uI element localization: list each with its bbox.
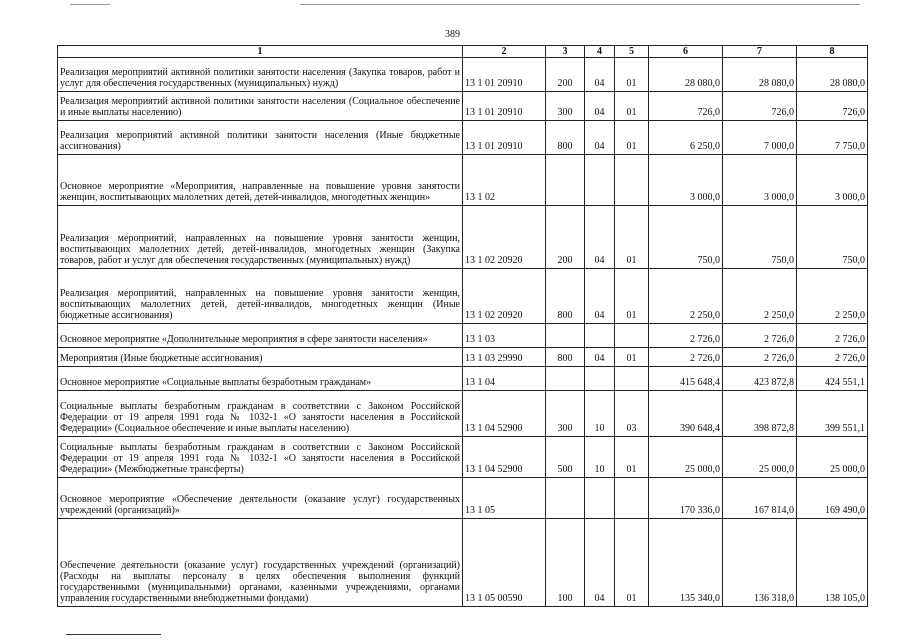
header-cell: 4 xyxy=(585,46,615,58)
row-vr-cell: 800 xyxy=(546,121,585,155)
row-amount-cell: 750,0 xyxy=(797,206,868,269)
row-code-cell: 13 1 02 xyxy=(463,155,546,206)
row-pr-cell: 01 xyxy=(615,121,649,155)
row-rz-cell: 04 xyxy=(585,269,615,324)
row-vr-cell xyxy=(546,324,585,348)
table-row xyxy=(58,155,868,206)
row-vr-cell: 300 xyxy=(546,92,585,121)
row-amount-cell: 2 250,0 xyxy=(649,269,723,324)
row-amount-cell: 136 318,0 xyxy=(723,519,797,607)
row-rz-cell: 04 xyxy=(585,206,615,269)
row-amount-cell: 167 814,0 xyxy=(723,478,797,519)
row-amount-cell: 138 105,0 xyxy=(797,519,868,607)
row-rz-cell xyxy=(585,324,615,348)
row-amount-cell: 399 551,1 xyxy=(797,391,868,437)
row-pr-cell xyxy=(615,324,649,348)
row-vr-cell: 100 xyxy=(546,519,585,607)
row-amount-cell: 726,0 xyxy=(649,92,723,121)
row-amount-cell: 6 250,0 xyxy=(649,121,723,155)
row-rz-cell xyxy=(585,478,615,519)
row-rz-cell xyxy=(585,367,615,391)
table-row xyxy=(58,478,868,519)
row-rz-cell: 10 xyxy=(585,391,615,437)
row-vr-cell xyxy=(546,367,585,391)
row-amount-cell: 2 726,0 xyxy=(797,348,868,367)
row-amount-cell: 2 726,0 xyxy=(723,324,797,348)
row-amount-cell: 2 250,0 xyxy=(797,269,868,324)
row-amount-cell: 170 336,0 xyxy=(649,478,723,519)
scan-top-rule xyxy=(300,4,860,5)
table-header-row xyxy=(58,46,868,58)
row-rz-cell: 04 xyxy=(585,519,615,607)
table-row xyxy=(58,519,868,607)
header-cell: 7 xyxy=(723,46,797,58)
row-code-cell: 13 1 02 20920 xyxy=(463,269,546,324)
row-name-cell: Социальные выплаты безработным гражданам в соответствии с Законом Российской Федерации от 19 апреля 1991 года № 1032-1 «О занятости населения в Российской Федерации» (Социальное обеспечение и иные выплаты населению) xyxy=(58,391,463,437)
row-amount-cell: 169 490,0 xyxy=(797,478,868,519)
row-code-cell: 13 1 05 xyxy=(463,478,546,519)
header-cell: 6 xyxy=(649,46,723,58)
row-amount-cell: 415 648,4 xyxy=(649,367,723,391)
row-amount-cell: 135 340,0 xyxy=(649,519,723,607)
row-amount-cell: 390 648,4 xyxy=(649,391,723,437)
row-amount-cell: 423 872,8 xyxy=(723,367,797,391)
table-row xyxy=(58,58,868,92)
row-vr-cell: 300 xyxy=(546,391,585,437)
row-code-cell: 13 1 01 20910 xyxy=(463,121,546,155)
header-cell: 5 xyxy=(615,46,649,58)
row-name-cell: Мероприятия (Иные бюджетные ассигнования) xyxy=(58,348,463,367)
row-pr-cell xyxy=(615,478,649,519)
row-code-cell: 13 1 05 00590 xyxy=(463,519,546,607)
row-pr-cell: 01 xyxy=(615,58,649,92)
row-name-cell: Основное мероприятие «Мероприятия, направленные на повышение уровня занятости женщин, воспитывающих малолетних детей, детей-инвалидов, многодетных женщин» xyxy=(58,155,463,206)
row-vr-cell: 800 xyxy=(546,269,585,324)
row-vr-cell: 500 xyxy=(546,437,585,478)
row-rz-cell: 04 xyxy=(585,121,615,155)
row-name-cell: Основное мероприятие «Обеспечение деятельности (оказание услуг) государственных учреждений (организаций)» xyxy=(58,478,463,519)
row-amount-cell: 750,0 xyxy=(723,206,797,269)
row-name-cell: Реализация мероприятий, направленных на повышение уровня занятости женщин, воспитывающих малолетних детей, детей-инвалидов, многодетных женщин (Иные бюджетные ассигнования) xyxy=(58,269,463,324)
row-amount-cell: 28 080,0 xyxy=(723,58,797,92)
row-vr-cell: 200 xyxy=(546,58,585,92)
scan-top-rule xyxy=(70,4,110,5)
row-amount-cell: 726,0 xyxy=(797,92,868,121)
row-code-cell: 13 1 03 29990 xyxy=(463,348,546,367)
row-amount-cell: 7 750,0 xyxy=(797,121,868,155)
row-code-cell: 13 1 03 xyxy=(463,324,546,348)
table-row xyxy=(58,437,868,478)
row-amount-cell: 2 250,0 xyxy=(723,269,797,324)
row-amount-cell: 2 726,0 xyxy=(723,348,797,367)
row-pr-cell xyxy=(615,367,649,391)
row-amount-cell: 28 080,0 xyxy=(797,58,868,92)
table-row xyxy=(58,92,868,121)
row-pr-cell: 01 xyxy=(615,92,649,121)
row-code-cell: 13 1 04 52900 xyxy=(463,437,546,478)
table-row xyxy=(58,367,868,391)
table-row xyxy=(58,391,868,437)
row-pr-cell: 03 xyxy=(615,391,649,437)
header-cell: 3 xyxy=(546,46,585,58)
row-code-cell: 13 1 04 52900 xyxy=(463,391,546,437)
row-amount-cell: 2 726,0 xyxy=(649,348,723,367)
row-pr-cell: 01 xyxy=(615,519,649,607)
row-name-cell: Основное мероприятие «Социальные выплаты безработным гражданам» xyxy=(58,367,463,391)
row-amount-cell: 726,0 xyxy=(723,92,797,121)
row-amount-cell: 25 000,0 xyxy=(797,437,868,478)
row-amount-cell: 2 726,0 xyxy=(797,324,868,348)
row-code-cell: 13 1 04 xyxy=(463,367,546,391)
table-row xyxy=(58,121,868,155)
row-amount-cell: 28 080,0 xyxy=(649,58,723,92)
row-name-cell: Обеспечение деятельности (оказание услуг) государственных учреждений (организаций) (Расходы на выплаты персоналу в целях обеспечения выполнения функций государственными (муниципальными) органами, казенными учреждениями, органами управления государственными внебюджетными фондами) xyxy=(58,519,463,607)
row-amount-cell: 2 726,0 xyxy=(649,324,723,348)
row-amount-cell: 750,0 xyxy=(649,206,723,269)
row-pr-cell: 01 xyxy=(615,437,649,478)
header-cell: 1 xyxy=(58,46,463,58)
table-row xyxy=(58,206,868,269)
row-name-cell: Социальные выплаты безработным гражданам в соответствии с Законом Российской Федерации от 19 апреля 1991 года № 1032-1 «О занятости населения в Российской Федерации» (Межбюджетные трансферты) xyxy=(58,437,463,478)
budget-table xyxy=(57,45,868,607)
row-pr-cell: 01 xyxy=(615,206,649,269)
row-amount-cell: 398 872,8 xyxy=(723,391,797,437)
table-row xyxy=(58,324,868,348)
row-amount-cell: 3 000,0 xyxy=(723,155,797,206)
row-name-cell: Реализация мероприятий активной политики занятости населения (Иные бюджетные ассигнования) xyxy=(58,121,463,155)
row-amount-cell: 3 000,0 xyxy=(797,155,868,206)
row-name-cell: Реализация мероприятий активной политики занятости населения (Социальное обеспечение и иные выплаты населению) xyxy=(58,92,463,121)
row-code-cell: 13 1 02 20920 xyxy=(463,206,546,269)
row-rz-cell: 10 xyxy=(585,437,615,478)
row-rz-cell: 04 xyxy=(585,92,615,121)
row-name-cell: Реализация мероприятий, направленных на повышение уровня занятости женщин, воспитывающих малолетних детей, детей-инвалидов, многодетных женщин (Закупка товаров, работ и услуг для обеспечения государственных (муниципальных) нужд) xyxy=(58,206,463,269)
row-amount-cell: 25 000,0 xyxy=(723,437,797,478)
row-pr-cell xyxy=(615,155,649,206)
row-pr-cell: 01 xyxy=(615,269,649,324)
row-vr-cell xyxy=(546,155,585,206)
page-number: 389 xyxy=(445,29,460,40)
table-row xyxy=(58,269,868,324)
row-rz-cell: 04 xyxy=(585,58,615,92)
row-pr-cell: 01 xyxy=(615,348,649,367)
row-name-cell: Реализация мероприятий активной политики занятости населения (Закупка товаров, работ и услуг для обеспечения государственных (муниципальных) нужд) xyxy=(58,58,463,92)
header-cell: 8 xyxy=(797,46,868,58)
row-rz-cell xyxy=(585,155,615,206)
row-amount-cell: 25 000,0 xyxy=(649,437,723,478)
row-vr-cell: 200 xyxy=(546,206,585,269)
row-vr-cell xyxy=(546,478,585,519)
row-name-cell: Основное мероприятие «Дополнительные мероприятия в сфере занятости населения» xyxy=(58,324,463,348)
footnote-rule xyxy=(66,634,161,635)
row-amount-cell: 3 000,0 xyxy=(649,155,723,206)
table-row xyxy=(58,348,868,367)
row-amount-cell: 7 000,0 xyxy=(723,121,797,155)
row-code-cell: 13 1 01 20910 xyxy=(463,58,546,92)
row-amount-cell: 424 551,1 xyxy=(797,367,868,391)
row-vr-cell: 800 xyxy=(546,348,585,367)
row-rz-cell: 04 xyxy=(585,348,615,367)
header-cell: 2 xyxy=(463,46,546,58)
row-code-cell: 13 1 01 20910 xyxy=(463,92,546,121)
